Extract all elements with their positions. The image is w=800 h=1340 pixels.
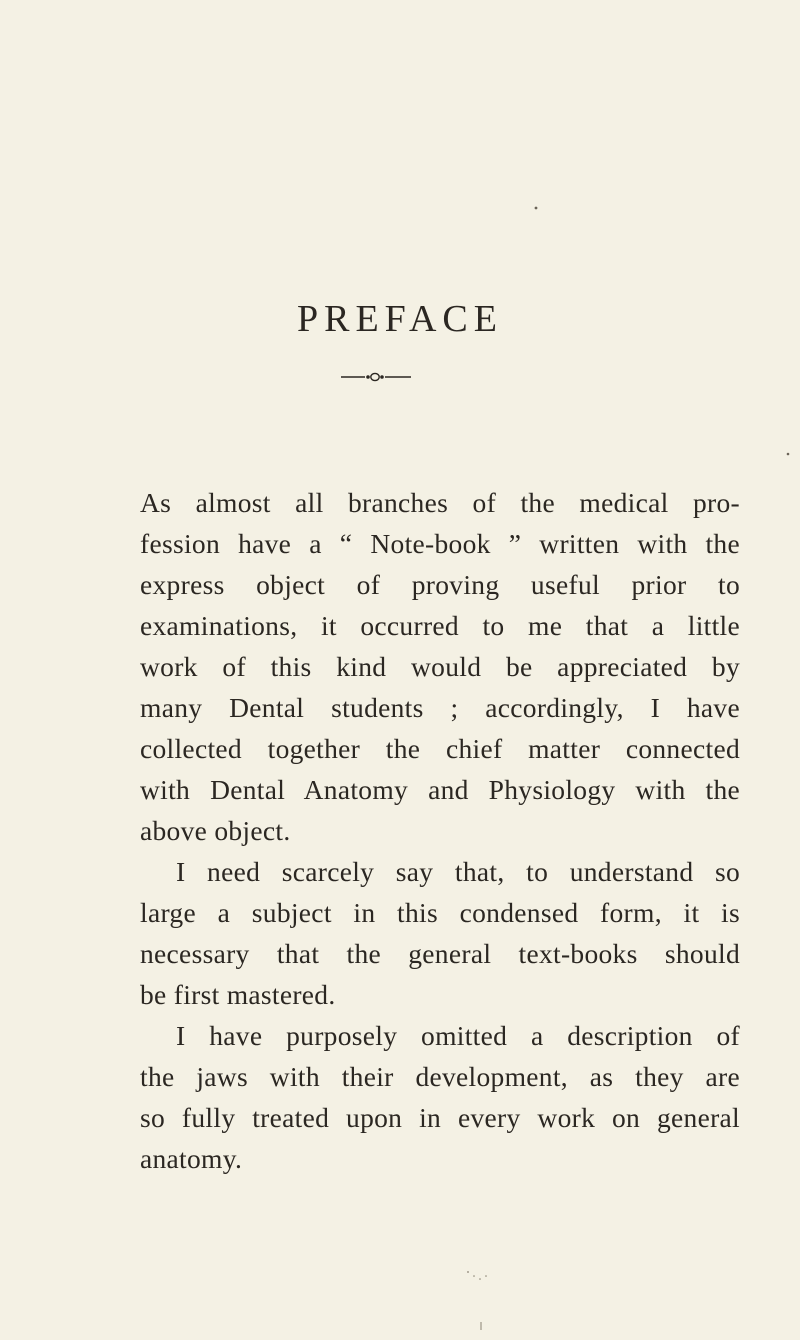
ornament-divider xyxy=(341,370,411,384)
text-line: the jaws with their development, as they are xyxy=(140,1061,740,1092)
text-line: As almost all branches of the medical pro- xyxy=(140,487,740,518)
text-line: fession have a “ Note-book ” written with the xyxy=(140,528,740,559)
text-line: work of this kind would be appreciated by xyxy=(140,651,740,682)
text-line: be first mastered. xyxy=(140,979,336,1010)
paragraph-1 xyxy=(140,482,740,851)
text-line: large a subject in this condensed form, it is xyxy=(140,897,740,928)
preface-body xyxy=(140,482,740,1179)
text-line: collected together the chief matter connected xyxy=(140,733,740,764)
text-line: with Dental Anatomy and Physiology with the xyxy=(140,774,740,805)
text-line: examinations, it occurred to me that a little xyxy=(140,610,740,641)
text-line: anatomy. xyxy=(140,1143,243,1174)
text-line: necessary that the general text-books should xyxy=(140,938,740,969)
page-title: PREFACE xyxy=(296,298,503,340)
paragraph-2 xyxy=(140,851,740,1015)
text-line: above object. xyxy=(140,815,291,846)
text-line: so fully treated upon in every work on general xyxy=(140,1102,740,1133)
text-line: express object of proving useful prior to xyxy=(140,569,740,600)
text-line: I have purposely omitted a description of xyxy=(176,1020,740,1051)
text-line: many Dental students ; accordingly, I have xyxy=(140,692,740,723)
text-line: I need scarcely say that, to understand so xyxy=(176,856,740,887)
paragraph-3 xyxy=(140,1015,740,1179)
